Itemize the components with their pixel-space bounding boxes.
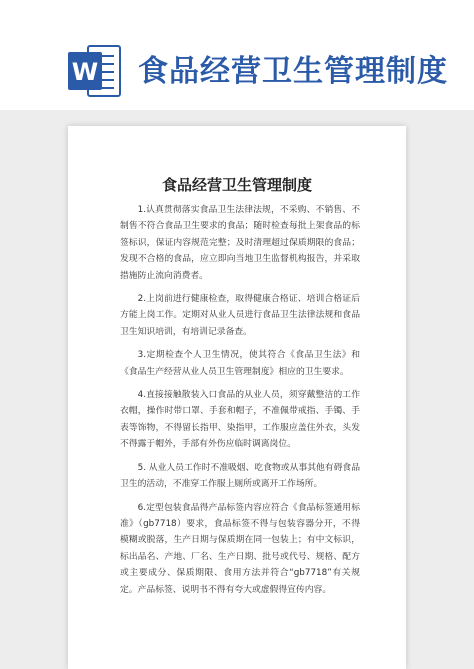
document-body [120,202,360,605]
paragraph-6: 6.定型包装食品得产品标签内容应符合《食品标签通用标准》（gb7718）要求，食品标签不得与包装容器分开，不得模糊或脱落，生产日期与保质期在同一包装上；有中文标识，标出品名、产地、厂名、生产日期、批号或代号、规格、配方或主要成分、保质期限、食用方法并符合“gb7718”有关规定。产品标签、说明书不得有夸大或虚假得宣传内容。 [120,502,360,595]
paragraph-2: 2.上岗前进行健康检查，取得健康合格证、培训合格证后方能上岗工作。定期对从业人员进行食品卫生法律法规和食品卫生知识培训，有培训记录备查。 [120,294,360,337]
header-title: 食品经营卫生管理制度 [138,54,448,89]
paragraph-5: 5. 从业人员工作时不准吸烟、吃食物或从事其他有碍食品卫生的活动，不准穿工作服上厕所或离开工作场所。 [120,462,360,490]
paragraph-3: 3.定期检查个人卫生情况，使其符合《食品卫生法》和《食品生产经营从业人员卫生管理制度》相应的卫生要求。 [120,350,360,377]
document-title: 食品经营卫生管理制度 [161,176,312,194]
paragraph-1: 1.认真贯彻落实食品卫生法律法规，不采购、不销售、不制售不符合食品卫生要求的食品；随时检查每批上架食品的标签标识，保证内容规范完整；及时清理超过保质期限的食品；发现不合格的食品，应立即向当地卫生监督机构报告，并采取措施防止流向消费者。 [120,205,360,281]
page-header [0,0,474,110]
document-page [68,126,406,669]
word-doc-icon [66,42,122,100]
word-icon-letter: W [71,58,99,86]
paragraph-4: 4.直接接触散装入口食品的从业人员，须穿戴整洁的工作衣帽，操作时带口罩、手套和帽子，不准佩带戒指、手镯、手表等饰物，不得留长指甲、染指甲，工作服应盖住外衣，头发不得露于帽外，手部有外伤应临时调离岗位。 [120,390,360,450]
